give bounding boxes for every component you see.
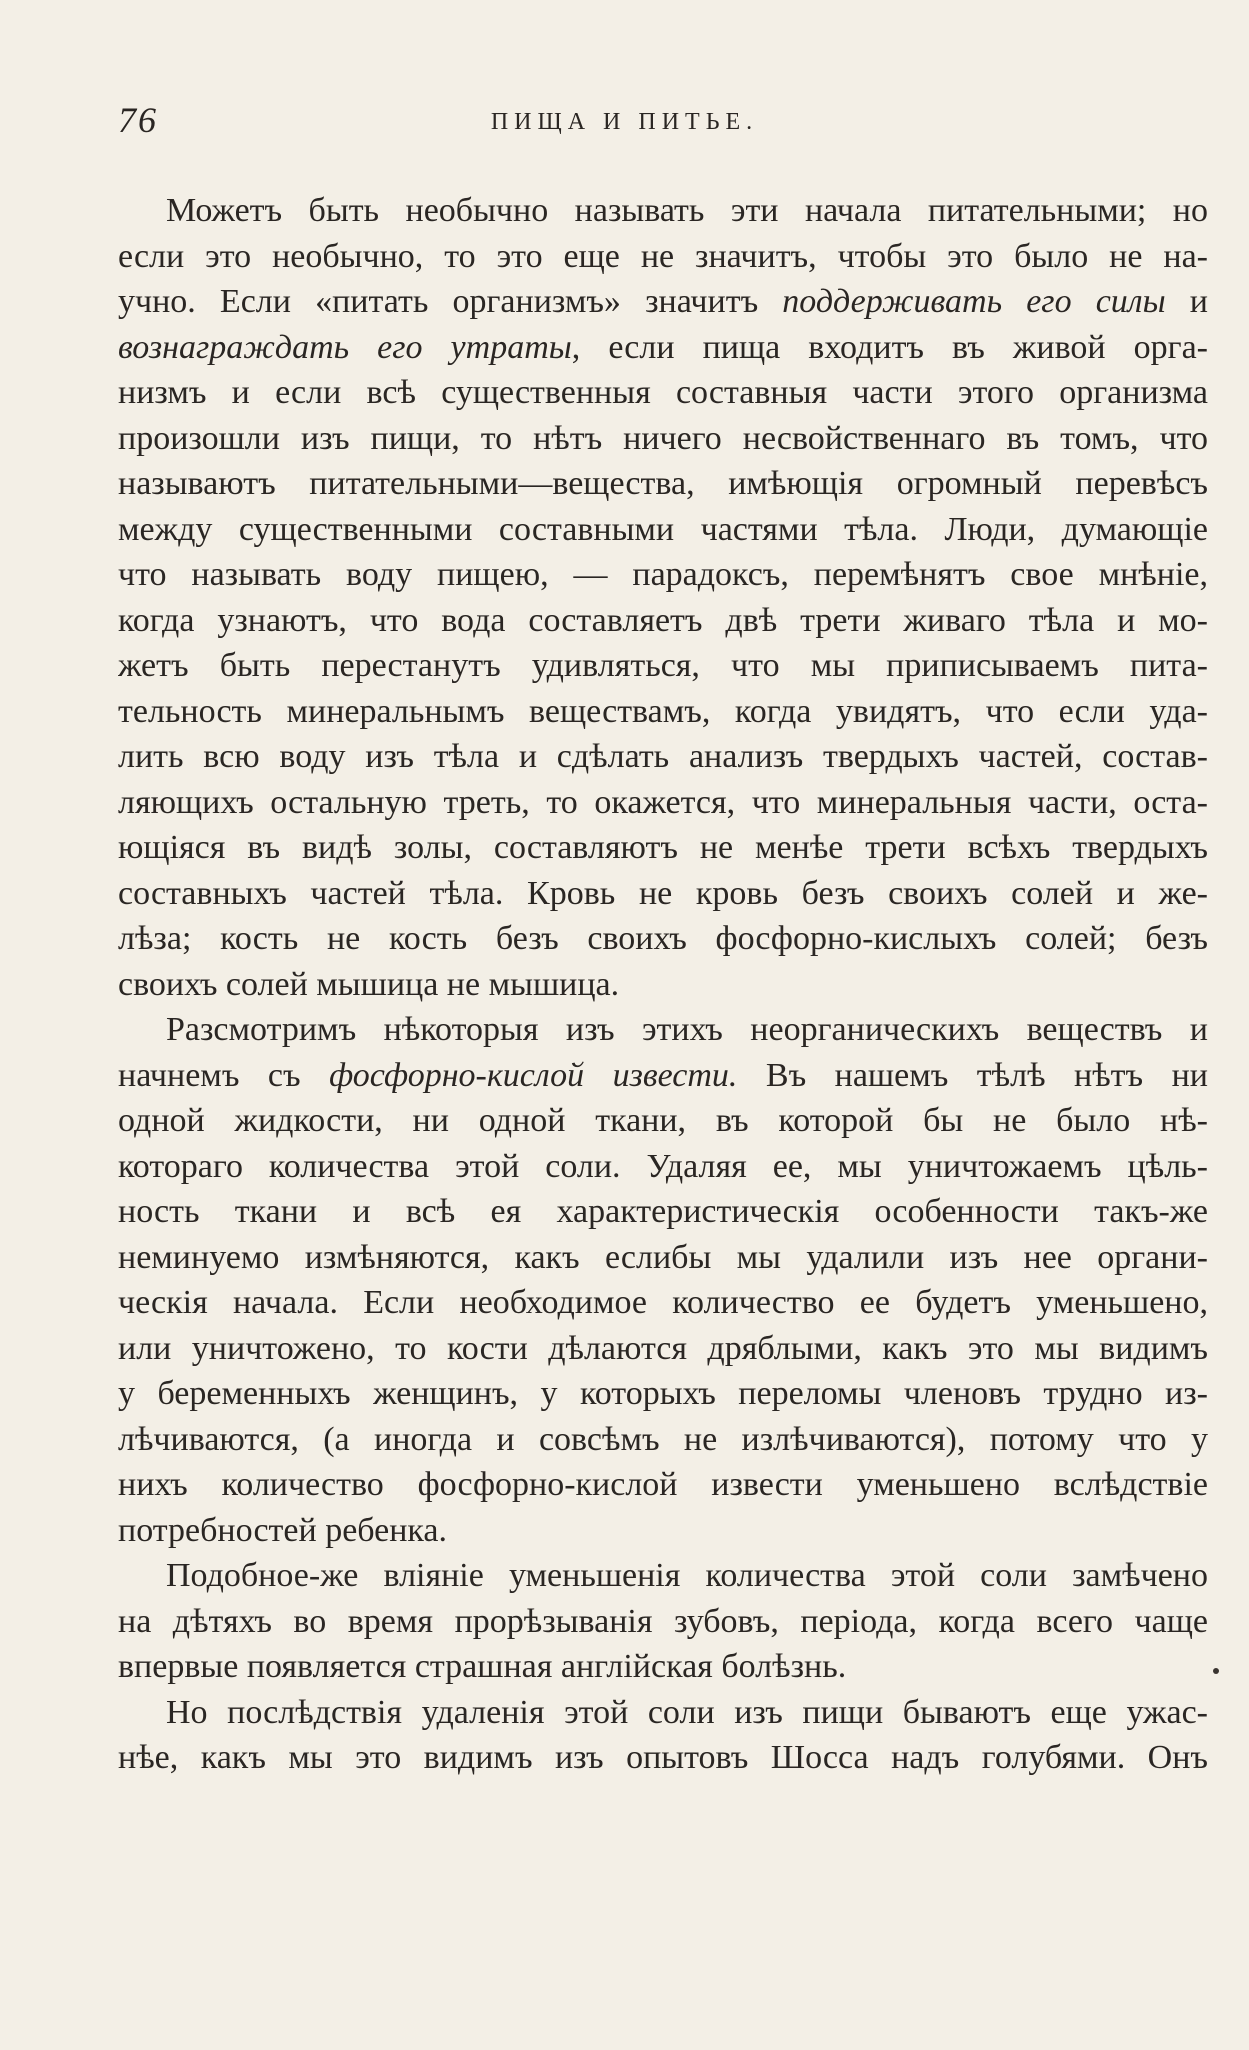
text-line: низмъ и если всѣ существенныя составныя части этого организма <box>118 374 1208 411</box>
paragraph <box>118 188 1208 1007</box>
text-line <box>118 279 1208 325</box>
text-line: тельность минеральнымъ веществамъ, когда увидятъ, что если уда- <box>118 692 1208 730</box>
text-line: котораго количества этой соли. Удаляя ее, мы уничтожаемъ цѣль- <box>118 1147 1208 1185</box>
text-line: лѣчиваются, (а иногда и совсѣмъ не излѣчиваются), потому что у <box>118 1420 1208 1458</box>
text-line: ющіяся въ видѣ золы, составляютъ не менѣе трети всѣхъ твердыхъ <box>118 829 1208 866</box>
text-line: или уничтожено, то кости дѣлаются дряблыми, какъ это мы видимъ <box>118 1329 1208 1367</box>
text-line: Разсмотримъ нѣкоторыя изъ этихъ неорганическихъ веществъ и <box>166 1011 1208 1048</box>
text-line: на дѣтяхъ во время прорѣзыванія зубовъ, періода, когда всего чаще <box>118 1602 1208 1640</box>
text-line: составныхъ частей тѣла. Кровь не кровь безъ своихъ солей и же- <box>118 874 1208 912</box>
ink-speck <box>1213 1668 1219 1674</box>
text-run: , если пища входитъ въ живой орга- <box>571 328 1208 366</box>
italic-phrase: фосфорно-кислой извести. <box>329 1056 738 1094</box>
text-line: Можетъ быть необычно называть эти начала питательными; но <box>166 192 1208 229</box>
text-line: ческія начала. Если необходимое количество ее будетъ уменьшено, <box>118 1284 1208 1321</box>
text-line: ляющихъ остальную треть, то окажется, что минеральныя части, оста- <box>118 783 1208 821</box>
text-line: жетъ быть перестанутъ удивляться, что мы приписываемъ пита- <box>118 647 1208 684</box>
italic-phrase: поддерживать его силы <box>782 283 1166 320</box>
text-line: неминуемо измѣняются, какъ еслибы мы удалили изъ нее органи- <box>118 1238 1208 1276</box>
text-line: лить всю воду изъ тѣла и сдѣлать анализъ твердыхъ частей, состав- <box>118 738 1208 775</box>
text-line: называютъ питательными—вещества, имѣющія огромный перевѣсъ <box>118 465 1208 502</box>
text-line: что называть воду пищею, — парадоксъ, перемѣнятъ свое мнѣніе, <box>118 556 1208 593</box>
page-number: 76 <box>118 100 158 140</box>
text-line: если это необычно, то это еще не значитъ, чтобы это было не на- <box>118 237 1208 275</box>
text-line: одной жидкости, ни одной ткани, въ которой бы не было нѣ- <box>118 1102 1208 1139</box>
text-line: потребностей ребенка. <box>118 1511 448 1549</box>
text-line: нихъ количество фосфорно-кислой извести уменьшено вслѣдствіе <box>118 1466 1208 1503</box>
text-line: Подобное-же вліяніе уменьшенія количества этой соли замѣчено <box>166 1557 1208 1594</box>
paragraph <box>118 1007 1208 1553</box>
text-line: между существенными составными частями тѣла. Люди, думающіе <box>118 510 1208 548</box>
text-run: Въ нашемъ тѣлѣ нѣтъ ни <box>737 1056 1208 1094</box>
text-run: начнемъ съ <box>118 1056 330 1094</box>
text-line <box>118 325 1208 371</box>
running-title: ПИЩА И ПИТЬЕ. <box>490 109 759 135</box>
text-line: впервые появляется страшная англійская болѣзнь. <box>118 1648 847 1685</box>
paragraph <box>118 1553 1208 1690</box>
paragraph <box>118 1690 1208 1781</box>
text-line: ность ткани и всѣ ея характеристическія особенности такъ-же <box>118 1193 1208 1230</box>
text-line: когда узнаютъ, что вода составляетъ двѣ трети живаго тѣла и мо- <box>118 601 1208 639</box>
text-body <box>118 188 1208 1781</box>
text-line: своихъ солей мышица не мышица. <box>118 965 620 1003</box>
text-line: лѣза; кость не кость безъ своихъ фосфорно-кислыхъ солей; безъ <box>118 920 1208 957</box>
italic-phrase: вознаграждать его утраты <box>118 328 572 366</box>
text-line: у беременныхъ женщинъ, у которыхъ переломы членовъ трудно из- <box>118 1375 1208 1412</box>
text-line: нѣе, какъ мы это видимъ изъ опытовъ Шосса надъ голубями. Онъ <box>118 1739 1208 1776</box>
text-line: Но послѣдствія удаленія этой соли изъ пищи бываютъ еще ужас- <box>166 1693 1208 1731</box>
page-header <box>0 100 1249 140</box>
text-line <box>118 1053 1208 1099</box>
text-run: и <box>1165 283 1208 320</box>
text-run: учно. Если «питать организмъ» значитъ <box>118 283 783 320</box>
text-line: произошли изъ пищи, то нѣтъ ничего несвойственнаго въ томъ, что <box>118 419 1208 457</box>
